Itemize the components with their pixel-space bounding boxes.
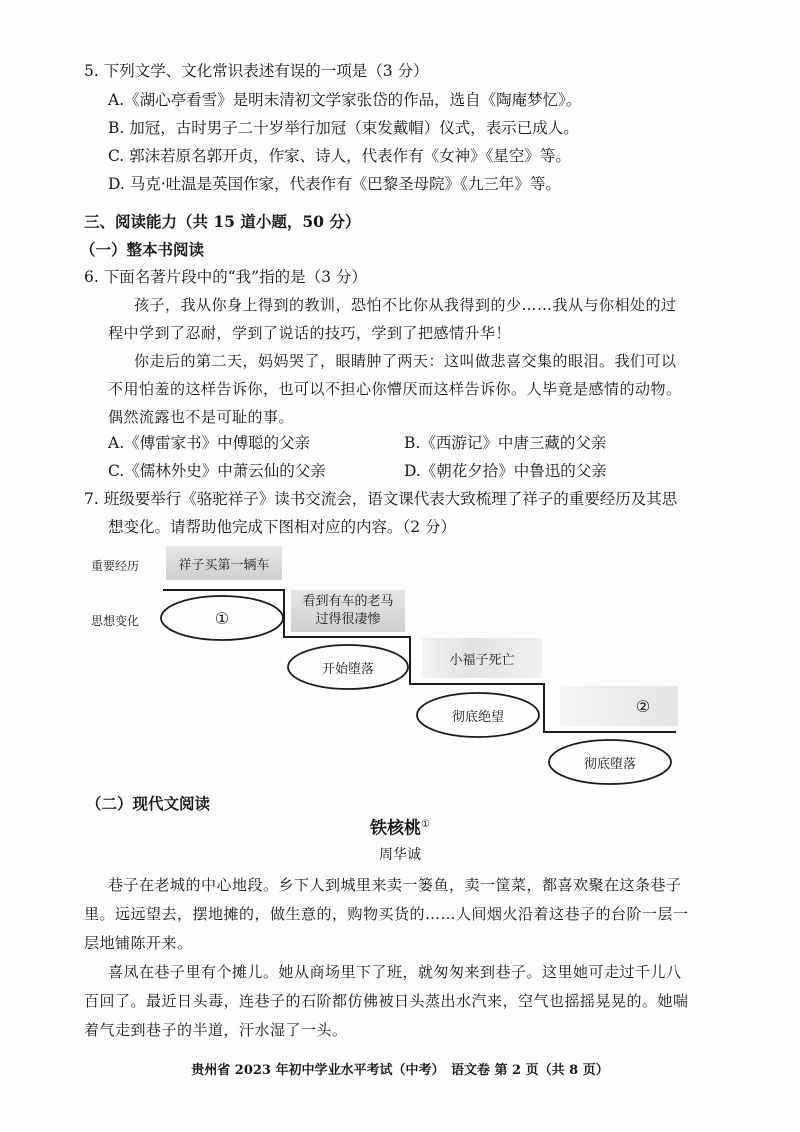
q5-stem: 5. 下列文学、文化常识表述有误的一项是（3 分） bbox=[84, 62, 429, 80]
q6-passage-line: 程中学到了忍耐，学到了说话的技巧，学到了把感情升华！ bbox=[108, 324, 512, 342]
section3-sub2: （二）现代文阅读 bbox=[86, 794, 211, 813]
q6-option-d: D.《朝花夕拾》中鲁迅的父亲 bbox=[404, 462, 607, 480]
q5-option-b: B. 加冠，古时男子二十岁举行加冠（束发戴帽）仪式，表示已成人。 bbox=[108, 119, 579, 137]
article-author: 周华诚 bbox=[379, 847, 421, 863]
experience-box-2-line2: 过得很凄惨 bbox=[315, 612, 381, 627]
experience-box-4 bbox=[560, 686, 678, 726]
article-line: 层地铺陈开来。 bbox=[84, 934, 193, 952]
article-line: 巷子在老城的中心地段。乡下人到城里来卖一篓鱼，卖一筐菜，都喜欢聚在这条巷子 bbox=[108, 876, 682, 894]
page-footer: 贵州省 2023 年初中学业水平考试（中考） 语文卷 第 2 页（共 8 页） bbox=[191, 1063, 609, 1078]
experience-box-2 bbox=[291, 590, 405, 632]
q7-stem-line2: 想变化。请帮助他完成下图相对应的内容。（2 分） bbox=[108, 518, 457, 536]
q6-option-a: A.《傅雷家书》中傅聪的父亲 bbox=[108, 434, 311, 452]
q6-passage-line: 你走后的第二天，妈妈哭了，眼睛肿了两天：这叫做悲喜交集的眼泪。我们可以 bbox=[134, 352, 677, 370]
q7-stem-line1: 7. 班级要举行《骆驼祥子》读书交流会，语文课代表大致梳理了祥子的重要经历及其思 bbox=[84, 490, 678, 508]
q5-option-d: D. 马克·吐温是英国作家，代表作有《巴黎圣母院》《九三年》等。 bbox=[108, 175, 561, 193]
label-change: 思想变化 bbox=[91, 614, 140, 628]
label-experience: 重要经历 bbox=[91, 559, 140, 573]
q6-option-b: B.《西游记》中唐三藏的父亲 bbox=[404, 434, 607, 452]
article-line: 百回了。最近日头毒，连巷子的石阶都仿佛被日头蒸出水汽来，空气也摇摇晃晃的。她喘 bbox=[84, 992, 689, 1010]
article-title-row bbox=[0, 820, 800, 838]
answer-blank-2: ② bbox=[635, 696, 651, 716]
article-line: 里。远远望去，摆地摊的，做生意的，购物买货的……人间烟火沿着这巷子的台阶一层一 bbox=[84, 905, 689, 923]
section3-sub1: （一）整本书阅读 bbox=[80, 240, 205, 259]
q6-passage-line: 偶然流露也不是可耻的事。 bbox=[108, 408, 295, 426]
q6-stem: 6. 下面名著片段中的“我”指的是（3 分） bbox=[84, 268, 367, 286]
article-line: 着气走到巷子的半道，汗水湿了一头。 bbox=[84, 1021, 348, 1039]
thought-label-3: 彻底绝望 bbox=[451, 709, 504, 725]
experience-box-1: 祥子买第一辆车 bbox=[166, 546, 282, 580]
experience-box-2-line1: 看到有车的老马 bbox=[302, 594, 394, 610]
answer-blank-1: ① bbox=[214, 608, 230, 628]
article-title: 铁核桃 bbox=[370, 818, 422, 839]
q6-passage-line: 不用怕羞的这样告诉你，也可以不担心你懵厌而这样告诉你。人毕竟是感情的动物。 bbox=[108, 380, 682, 398]
experience-box-3: 小福子死亡 bbox=[422, 638, 542, 678]
q5-option-a: A.《湖心亭看雪》是明末清初文学家张岱的作品，选自《陶庵梦忆》。 bbox=[108, 91, 582, 109]
section3-heading: 三、阅读能力（共 15 道小题，50 分） bbox=[84, 212, 361, 231]
thought-label-4: 彻底堕落 bbox=[583, 756, 636, 772]
article-title-footnote: ① bbox=[421, 819, 430, 830]
article-line: 喜凤在巷子里有个摊儿。她从商场里下了班，就匆匆来到巷子。这里她可走过千儿八 bbox=[108, 963, 682, 981]
q6-option-c: C.《儒林外史》中萧云仙的父亲 bbox=[108, 462, 326, 480]
thought-label-2: 开始堕落 bbox=[321, 661, 374, 677]
q5-option-c: C. 郭沫若原名郭开贞，作家、诗人，代表作有《女神》《星空》等。 bbox=[108, 147, 571, 165]
q6-passage-line: 孩子，我从你身上得到的教训，恐怕不比你从我得到的少……我从与你相处的过 bbox=[134, 296, 677, 314]
